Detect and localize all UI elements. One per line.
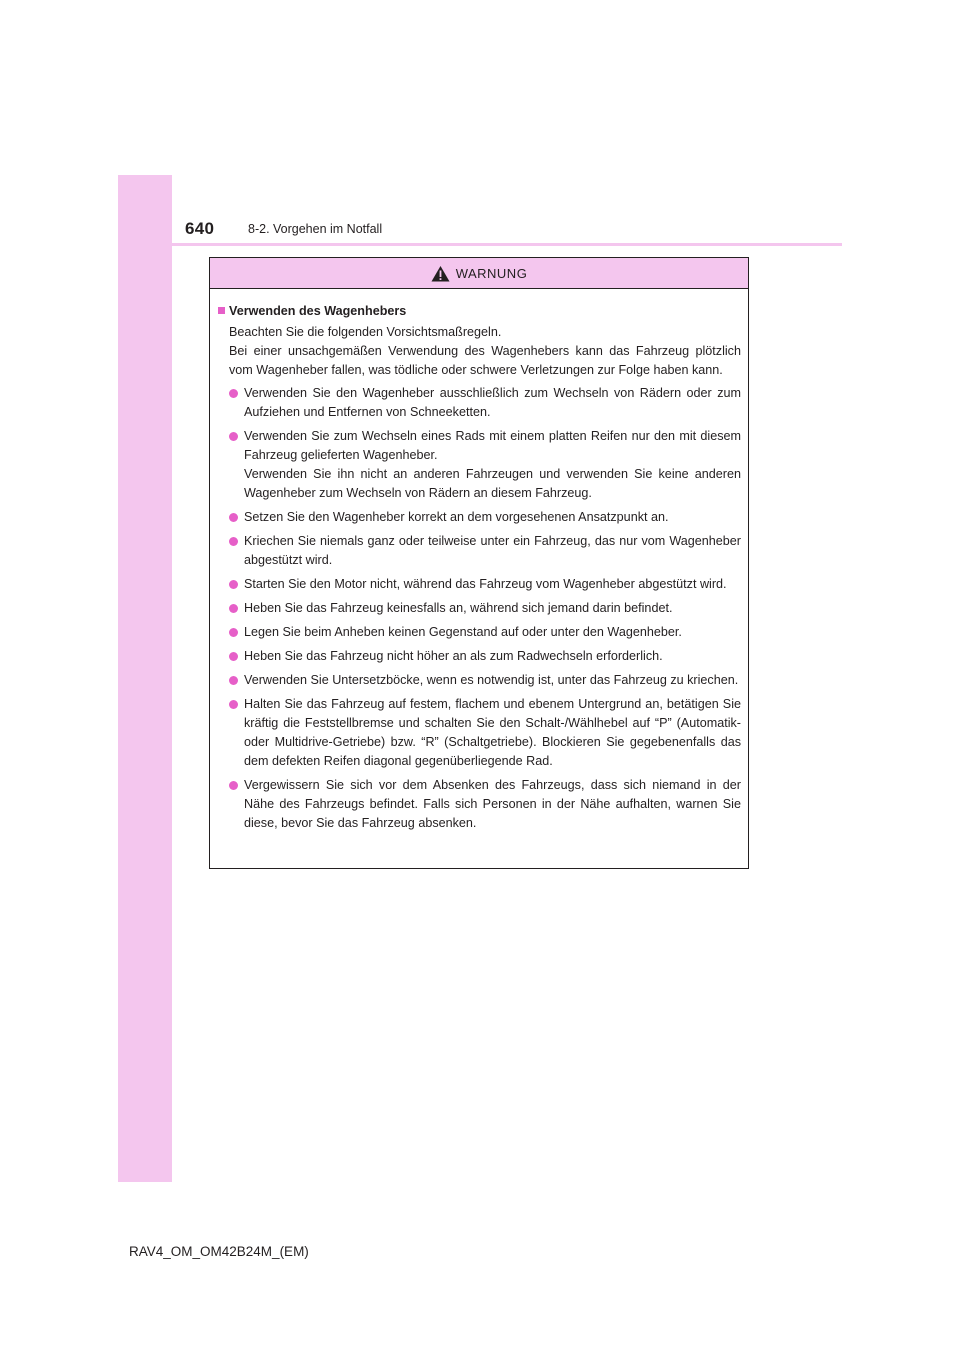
bullet-dot-icon xyxy=(229,652,238,661)
bullet-dot-icon xyxy=(229,537,238,546)
section-title: 8-2. Vorgehen im Notfall xyxy=(248,222,383,236)
intro-line-1: Beachten Sie die folgenden Vorsichtsmaßregeln. xyxy=(229,325,502,339)
bullet-text: Setzen Sie den Wagenheber korrekt an dem vorgesehenen Ansatzpunkt an. xyxy=(244,510,669,524)
bullet-dot-icon xyxy=(229,676,238,685)
page-number: 640 xyxy=(185,219,215,238)
list-item xyxy=(229,427,741,503)
list-item xyxy=(229,695,741,771)
bullet-dot-icon xyxy=(229,604,238,613)
warning-title: WARNUNG xyxy=(455,265,528,281)
warning-header xyxy=(210,258,748,289)
document-code: RAV4_OM_OM42B24M_(EM) xyxy=(129,1244,309,1259)
intro-line-2: Bei einer unsachgemäßen Verwendung des Wagenhebers kann das Fahrzeug plötzlich vom Wagenheber fallen, was tödliche oder schwere Verletzungen zur Folge haben kann. xyxy=(229,344,741,377)
bullet-text: Verwenden Sie Untersetzböcke, wenn es notwendig ist, unter das Fahrzeug zu kriechen. xyxy=(244,673,739,687)
list-item xyxy=(229,508,741,527)
bullet-dot-icon xyxy=(229,432,238,441)
bullet-text: Verwenden Sie ihn nicht an anderen Fahrzeugen und verwenden Sie keine anderen Wagenheber zum Wechseln von Rädern an diesem Fahrzeug. xyxy=(244,467,741,500)
bullet-text: Halten Sie das Fahrzeug auf festem, flachem und ebenem Untergrund an, betätigen Sie kräftig die Feststellbremse und schalten Sie den Schalt-/Wählhebel auf “P” (Automatik- oder Multidrive-Getriebe) bzw. “R” (Schaltgetriebe). Blockieren Sie gegebenenfalls das dem defekten Reifen diagonal gegenüberliegende Rad. xyxy=(244,697,741,768)
square-bullet-icon xyxy=(218,307,225,314)
bullet-text: Verwenden Sie zum Wechseln eines Rads mit einem platten Reifen nur den mit diesem Fahrzeug gelieferten Wagenheber. xyxy=(244,429,741,462)
bullet-text: Starten Sie den Motor nicht, während das Fahrzeug vom Wagenheber abgestützt wird. xyxy=(244,577,727,591)
bullet-dot-icon xyxy=(229,700,238,709)
list-item xyxy=(229,776,741,833)
list-item xyxy=(229,671,741,690)
bullet-dot-icon xyxy=(229,781,238,790)
bullet-dot-icon xyxy=(229,389,238,398)
bullet-text: Heben Sie das Fahrzeug keinesfalls an, während sich jemand darin befindet. xyxy=(244,601,673,615)
side-tab-strip xyxy=(118,175,172,1182)
bullet-text: Vergewissern Sie sich vor dem Absenken des Fahrzeugs, dass sich niemand in der Nähe des Fahrzeugs befindet. Falls sich Personen in der Nähe aufhalten, warnen Sie diese, bevor Sie das Fahrzeug absenken. xyxy=(244,778,741,830)
list-item xyxy=(229,575,741,594)
bullet-text: Heben Sie das Fahrzeug nicht höher an als zum Radwechseln erforderlich. xyxy=(244,649,663,663)
bullet-text: Kriechen Sie niemals ganz oder teilweise unter ein Fahrzeug, das nur vom Wagenheber abgestützt wird. xyxy=(244,534,741,567)
bullet-dot-icon xyxy=(229,628,238,637)
list-item xyxy=(229,647,741,666)
bullet-text: Legen Sie beim Anheben keinen Gegenstand auf oder unter den Wagenheber. xyxy=(244,625,682,639)
bullet-text: Verwenden Sie den Wagenheber ausschließlich zum Wechseln von Rädern oder zum Aufziehen und Entfernen von Schneeketten. xyxy=(244,386,741,419)
bullet-list xyxy=(229,384,741,833)
list-item xyxy=(229,623,741,642)
warning-triangle-icon xyxy=(431,265,450,282)
topic-title: Verwenden des Wagenhebers xyxy=(229,304,407,318)
bullet-dot-icon xyxy=(229,513,238,522)
header-divider xyxy=(118,243,842,246)
list-item xyxy=(229,384,741,422)
list-item xyxy=(229,532,741,570)
warning-body xyxy=(210,289,748,833)
list-item xyxy=(229,599,741,618)
bullet-dot-icon xyxy=(229,580,238,589)
topic-heading xyxy=(217,302,741,321)
intro-text xyxy=(229,323,741,380)
warning-box xyxy=(209,257,749,869)
